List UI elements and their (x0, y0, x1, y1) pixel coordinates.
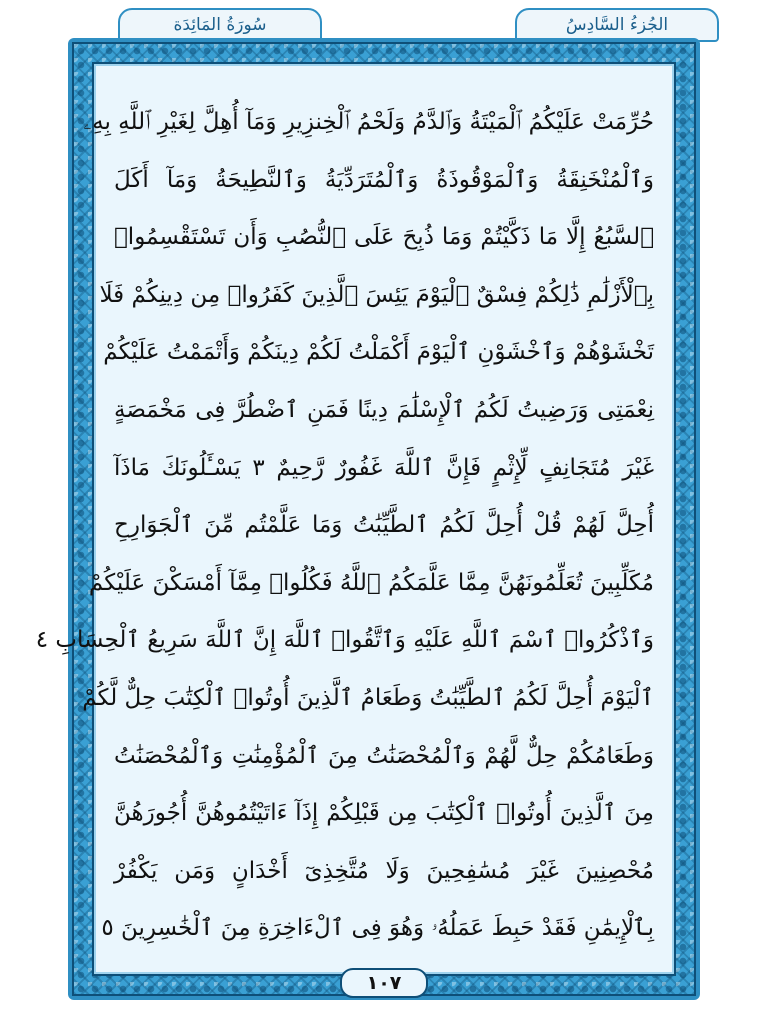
verse-line-5: تَخْشَوْهُمْ وَٱخْشَوْنِ ٱلْيَوْمَ أَكْمَلْتُ لَكُمْ دِينَكُمْ وَأَتْمَمْتُ عَلَيْكُمْ (103, 339, 654, 366)
surah-name-tab (118, 8, 322, 42)
page-number-box (340, 968, 428, 998)
verse-line-7: غَيْرَ مُتَجَانِفٍ لِّإِثْمٍ فَإِنَّ ٱللَّهَ غَفُورٌ رَّحِيمٌ ٣ يَسْـَٔلُونَكَ مَاذَآ (114, 454, 654, 481)
verse-line-3: ٱلسَّبُعُ إِلَّا مَا ذَكَّيْتُمْ وَمَا ذُبِحَ عَلَى ٱلنُّصُبِ وَأَن تَسْتَقْسِمُوا۟ (114, 224, 654, 251)
verse-line-6: نِعْمَتِى وَرَضِيتُ لَكُمُ ٱلْإِسْلَٰمَ دِينًا فَمَنِ ٱضْطُرَّ فِى مَخْمَصَةٍ (114, 396, 654, 423)
verse-line-13: مِنَ ٱلَّذِينَ أُوتُوا۟ ٱلْكِتَٰبَ مِن قَبْلِكُمْ إِذَآ ءَاتَيْتُمُوهُنَّ أُجُورَهُنَّ (114, 800, 654, 827)
verse-line-4: بِٱلْأَزْلَٰمِ ذَٰلِكُمْ فِسْقٌ ٱلْيَوْمَ يَئِسَ ٱلَّذِينَ كَفَرُوا۟ مِن دِينِكُمْ فَلَا (99, 281, 654, 308)
verse-line-2: وَٱلْمُنْخَنِقَةُ وَٱلْمَوْقُوذَةُ وَٱلْمُتَرَدِّيَةُ وَٱلنَّطِيحَةُ وَمَآ أَكَلَ (114, 166, 654, 193)
verse-line-1: حُرِّمَتْ عَلَيْكُمُ ٱلْمَيْتَةُ وَٱلدَّمُ وَلَحْمُ ٱلْخِنزِيرِ وَمَآ أُهِلَّ لِغَيْرِ ٱللَّهِ بِهِۦ (83, 109, 654, 135)
page-number: ١٠٧ (366, 972, 402, 994)
verse-line-10: وَٱذْكُرُوا۟ ٱسْمَ ٱللَّهِ عَلَيْهِ وَٱتَّقُوا۟ ٱللَّهَ إِنَّ ٱللَّهَ سَرِيعُ ٱلْحِسَابِ ٤ (35, 627, 654, 654)
verse-line-12: وَطَعَامُكُمْ حِلٌّ لَّهُمْ وَٱلْمُحْصَنَٰتُ مِنَ ٱلْمُؤْمِنَٰتِ وَٱلْمُحْصَنَٰتُ (114, 742, 654, 769)
verse-line-14: مُحْصِنِينَ غَيْرَ مُسَٰفِحِينَ وَلَا مُتَّخِذِىٓ أَخْدَانٍ وَمَن يَكْفُرْ (114, 857, 654, 884)
juz-name-tab (515, 8, 719, 42)
ornamental-border (35, 42, 696, 996)
verse-line-11: ٱلْيَوْمَ أُحِلَّ لَكُمُ ٱلطَّيِّبَٰتُ وَطَعَامُ ٱلَّذِينَ أُوتُوا۟ ٱلْكِتَٰبَ حِلٌّ لَّكُمْ (82, 684, 654, 711)
verse-lines (35, 94, 654, 958)
verse-line-9: مُكَلِّبِينَ تُعَلِّمُونَهُنَّ مِمَّا عَلَّمَكُمُ ٱللَّهُ فَكُلُوا۟ مِمَّآ أَمْسَكْنَ عَلَيْكُمْ (88, 569, 654, 596)
surah-name: سُورَةُ المَائِدَة (173, 15, 267, 35)
verse-line-8: أُحِلَّ لَهُمْ قُلْ أُحِلَّ لَكُمُ ٱلطَّيِّبَٰتُ وَمَا عَلَّمْتُم مِّنَ ٱلْجَوَارِحِ (114, 512, 654, 539)
page-frame (35, 38, 700, 1000)
verse-line-15: بِٱلْإِيمَٰنِ فَقَدْ حَبِطَ عَمَلُهُۥ وَهُوَ فِى ٱلْءَاخِرَةِ مِنَ ٱلْخَٰسِرِينَ ٥ (101, 915, 654, 942)
juz-name: الجُزءُ السَّادِسُ (565, 15, 669, 35)
text-panel (35, 62, 676, 976)
